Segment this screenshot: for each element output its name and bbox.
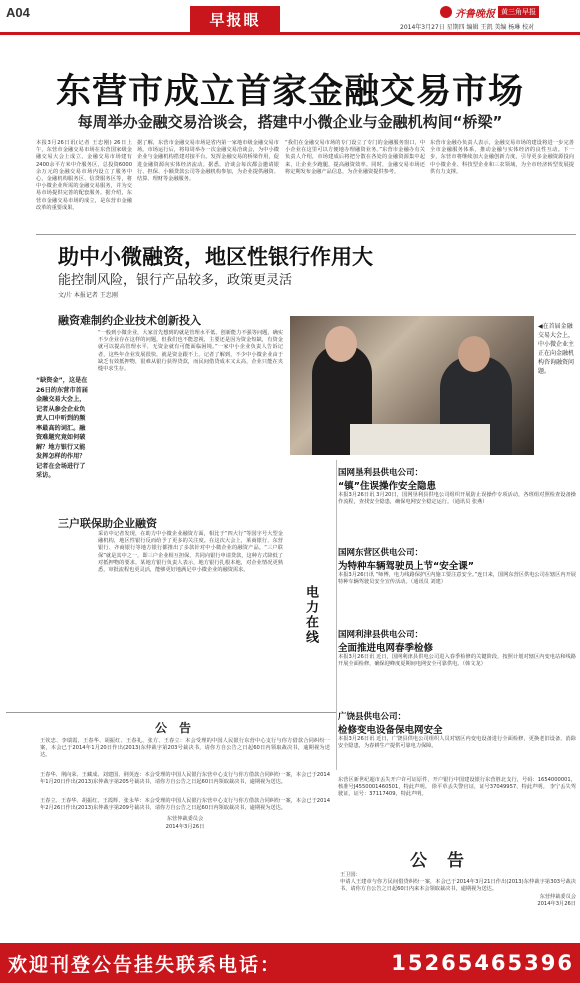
notice-right-body	[340, 872, 576, 908]
main-subheadline: 每周举办金融交易洽谈会，搭建中小微企业与金融机构间“桥梁”	[77, 113, 503, 131]
photo-table	[350, 424, 490, 455]
notice-signature: 东营仲裁委员会	[166, 816, 204, 823]
classified-ads: 东营区新世纪超市丢失开户许可证原件，开户银行中国建设银行东营胜北支行，号码：1654000001，核准号J4550001460501，特此声明。 徐平草丢失警官证，证号37049957，特此声明。 李宁丢失驾驶证，证号：37117409，特此声明。	[338, 777, 576, 798]
notice-signature: 东营仲裁委员会	[539, 893, 576, 900]
main-headline: 东营市成立首家金融交易市场	[55, 71, 524, 112]
article2-subtitle: 能控制风险，银行产品较多，政策更灵活	[58, 273, 293, 288]
footer-banner	[0, 943, 580, 983]
article1-col1: 本报3月26日讯(记者 王忠刚) 26日上午，东营市金融交易市场在东营国家级金融交易大会上成立，金融交易市场建有2400余平方米中介服务区，总投资6000余万元的金融交易市场内设立了服务中心，金融机构服务区、信贷服务区等，将中小微企业所需的金融交易服务，并为交易市场提供完善的配套服务。据介绍，东营市金融交易市场的成立，是东营市金融改革的重要成果。	[36, 140, 132, 211]
article2-byline: 文/片 本报记者 王忠刚	[58, 292, 118, 299]
notice-text: 申请人王建章与你方民间借贷纠纷一案，本会已于2014年3月21日作出(2013)东仲裁字第303号裁决书，请你方自公告之日起60日内来本会领取裁决书，逾期视为送达。	[340, 879, 576, 893]
article2-pullquote: “缺资金”，这是在26日的东营市首届金融交易大会上，记者从参会企业负责人口中听到的频率最高的词汇。融资难题究竟如何破解？地方银行又能发挥怎样的作用？记者在会场进行了采访。	[36, 377, 88, 479]
news-unit: 广饶县供电公司：	[338, 712, 407, 722]
power-news-2	[338, 546, 576, 586]
notice-date: 2014年3月26日	[537, 900, 576, 907]
section2-heading: 三户联保助企业融资	[58, 517, 157, 530]
news-body: 本报3月26日讯 3月20日，国网垦利县供电公司组织开展防止误操作专项活动，各班组对照检查设备操作流程，查找安全隐患，确保电网安全稳定运行。（通讯员 张燕）	[338, 492, 576, 506]
news-unit: 国网利津县供电公司：	[338, 630, 424, 640]
news-photo	[290, 316, 534, 455]
notice-left-title: 公告	[155, 721, 204, 735]
column-label: 电力在线	[303, 585, 318, 645]
power-news-3	[338, 628, 576, 668]
paper-name: 齐鲁晚报	[455, 8, 495, 20]
notice-left-body	[40, 738, 330, 831]
edition-badge: 黄三角早报	[498, 6, 539, 18]
notice-group: 王钦忠、李瑞霞、王春华、胡振红、王春礼、张方、王春立：本会受理的中国人民银行东营中心支行与你方借款合同纠纷一案，本会已于2014年1月20日作出(2013)东仲裁字第203号裁决书，请你方自公告之日起60日内领取裁决书，逾期视为送达。	[40, 738, 330, 759]
news-body: 本报3月26日讯 近日，广饶县供电公司组织人员对辖区内变电设备进行全面检修，更换老旧设备，消除安全隐患，为春耕生产提供可靠电力保障。	[338, 736, 576, 750]
section1-body: “一般到小微企业，大家首先想到的就是管理水平低、创新能力不强等问题，确实不少企业存在这样的问题，但我们也不能忽视，主要还是因为资金短缺，有资金就可以提高管理水平，无资金就有可能面临困境。”一家中小企业负责人告诉记者，这些年企业发展很快，就是资金跟不上。记者了解到，不少中小微企业由于缺乏有效抵押物，很难从银行获得贷款，而民间借贷成本又太高，企业只能在夹缝中求生存。	[98, 330, 283, 373]
logo-icon	[440, 6, 452, 18]
notice-right-title: 公告	[410, 851, 484, 871]
photo-head-right	[458, 336, 490, 372]
section1-heading: 融资难制约企业技术创新投入	[58, 314, 201, 327]
footer-text: 欢迎刊登公告挂失联系电话：	[8, 953, 282, 976]
article1-col4: 东营市金融办负责人表示，金融交易市场的建设将进一步完善全市金融服务体系，推动金融与实体经济的良性互动。下一步，东营市将继续加大金融创新力度，引导更多金融资源投向中小微企业、科技型企业和三农领域，为全市经济转型发展提供有力支撑。	[430, 140, 574, 175]
notice-group: 王春立、王春华、胡振红、王霞辉、张永华：本会受理的中国人民银行东营中心支行与你方借款合同纠纷一案，本会已于2014年2月26日作出(2013)东仲裁字第209号裁决书，请你方自公告之日起60日内领取裁决书，逾期视为送达。	[40, 798, 330, 812]
notice-group: 王春华、荆向荣、王藏成、刘建国、荆英连：本会受理的中国人民银行东营中心支行与你方借款合同纠纷一案，本会已于2014年1月20日作出(2013)东仲裁字第205号裁决书，请你方自公告之日起60日内领取裁决书，逾期视为送达。	[40, 771, 330, 785]
page-number: A04	[6, 5, 30, 20]
article1-col3: “我们在金融交易市场的专门设立了专门的金融服务窗口，中小企业在这里可以方便地办理融资业务。”东营市金融办有关负责人介绍，市场建成后将把分散在各处的金融资源集中起来，让企业少跑腿，提高融资效率。同时，金融交易市场还将定期发布金融产品信息，为企业融资提供参考。	[285, 140, 425, 175]
news-title: “镇”住误操作安全隐患	[338, 481, 436, 492]
news-title: 全面推进电网春季检修	[338, 643, 434, 654]
notice-addressee: 王卫国：	[340, 872, 361, 878]
news-body: 本报3月26日讯 近日，国网利津县供电公司进入春季检修的关键阶段，按照计划对辖区内变电站和线路开展全面检修，确保迎峰度夏期间电网安全可靠供电。（韩文龙）	[338, 654, 576, 668]
article1-col2: 据了解，东营市金融交易市场是省内第一家地市级金融交易市场。市场运行后，将每周举办一次金融交易洽谈会，为中小微企业与金融机构搭建对接平台。发挥金融交易的桥梁作用，促进金融资源向实体经济流动。据悉，洽谈会每次都会邀请银行、担保、小额贷款公司等金融机构参加，为企业提供融资、结算、理财等金融服务。	[137, 140, 279, 183]
photo-head-left	[325, 326, 357, 362]
news-title: 检修变电设备保电网安全	[338, 725, 443, 736]
news-unit: 国网垦利县供电公司：	[338, 468, 424, 478]
news-title: 为特种车辆驾驶员上节“安全课”	[338, 561, 474, 572]
section2-body: 采访中记者发现，在助力中小微企业融资方面，相比于“四大行”等国字号大型金融机构，地区性银行反而给予了更多的关注度。在这次大会上，莱商银行、东营银行、齐商银行等地方银行都推出了多款针对中小微企业的融资产品。“三户联保”就是其中之一，即三户企业相互担保，共同向银行申请贷款，这种方式降低了对抵押物的要求。某地方银行负责人表示，地方银行扎根本地，对企业情况更熟悉，审批流程也更灵活，能够更好地满足中小微企业的融资需求。	[98, 531, 283, 574]
power-news-1	[338, 466, 576, 506]
photo-caption: ◀在首届金融交易大会上，中小微企业主正在向金融机构咨询融资问题。	[538, 323, 575, 375]
paper-logo	[440, 3, 576, 21]
header-rule	[0, 32, 580, 35]
news-unit: 国网东营区供电公司：	[338, 548, 424, 558]
footer-phone: 15265465396	[391, 951, 574, 975]
notice-divider	[6, 712, 336, 713]
power-news-4	[338, 710, 576, 750]
column-divider	[336, 460, 337, 770]
news-body: 本报3月26日讯 “师傅，电力线路保护区内施工要注意安全。”连日来，国网东营区供电公司在辖区内开展特种车辆驾驶员安全宣传活动。（通讯员 刘建）	[338, 572, 576, 586]
notice-date: 2014年3月26日	[165, 823, 205, 830]
article-divider	[36, 234, 576, 235]
date-editor-line: 2014年3月27日 星期四 编辑 王凯 美编 杨琳 校对	[400, 24, 535, 31]
section-tab: 早报眼	[190, 6, 280, 32]
article2-title: 助中小微融资，地区性银行作用大	[58, 244, 373, 269]
